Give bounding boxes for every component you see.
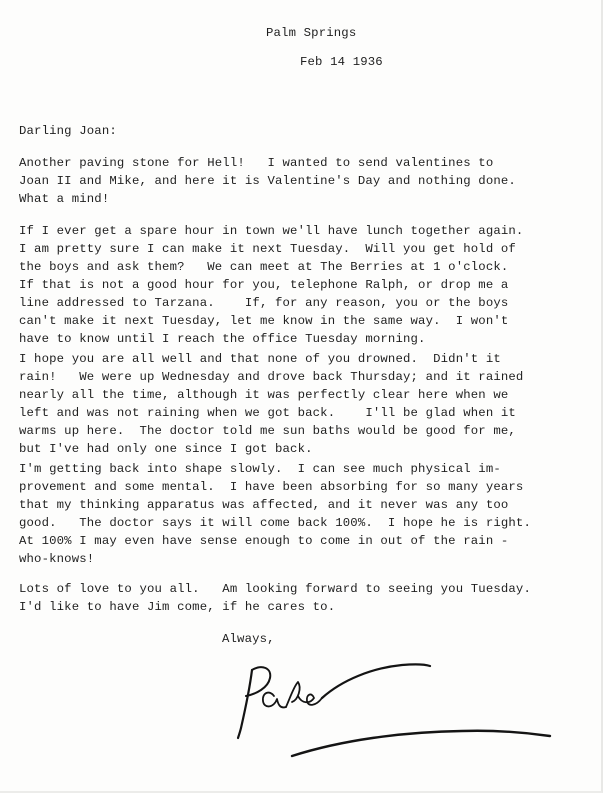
paragraph-line: provement and some mental. I have been absorbing for so many years <box>19 480 524 494</box>
handwritten-signature <box>232 652 562 772</box>
letter-closing: Always, <box>222 632 275 646</box>
paragraph-line: who-knows! <box>19 552 95 566</box>
paragraph-line: Joan II and Mike, and here it is Valentine's Day and nothing done. <box>19 174 516 188</box>
letter-salutation: Darling Joan: <box>19 124 117 138</box>
paragraph-line: can't make it next Tuesday, let me know in the same way. I won't <box>19 314 509 328</box>
paragraph-3 <box>19 350 523 458</box>
paragraph-line: the boys and ask them? We can meet at The Berries at 1 o'clock. <box>19 260 509 274</box>
paragraph-line: I hope you are all well and that none of you drowned. Didn't it <box>19 352 501 366</box>
letter-date: Feb 14 1936 <box>300 55 383 69</box>
signature-underline <box>292 731 550 756</box>
paragraph-line: nearly all the time, although it was perfectly clear here when we <box>19 388 509 402</box>
paragraph-line: that my thinking apparatus was affected, and it never was any too <box>19 498 509 512</box>
paragraph-line: I'd like to have Jim come, if he cares to. <box>19 600 336 614</box>
signature-stroke-p-stem <box>238 670 252 738</box>
signature-stroke-flourish <box>322 664 430 698</box>
signature-stroke-pa <box>286 682 322 707</box>
paragraph-line: If that is not a good hour for you, telephone Ralph, or drop me a <box>19 278 509 292</box>
paragraph-line: If I ever get a spare hour in town we'll have lunch together again. <box>19 224 524 238</box>
paragraph-line: At 100% I may even have sense enough to come in out of the rain - <box>19 534 509 548</box>
paragraph-line: Another paving stone for Hell! I wanted to send valentines to <box>19 156 494 170</box>
paragraph-line: good. The doctor says it will come back 100%. I hope he is right. <box>19 516 531 530</box>
paragraph-5 <box>19 580 531 616</box>
paragraph-4 <box>19 460 531 568</box>
paragraph-line: left and was not raining when we got back. I'll be glad when it <box>19 406 516 420</box>
paragraph-line: warms up here. The doctor told me sun baths would be good for me, <box>19 424 516 438</box>
paragraph-2 <box>19 222 523 348</box>
paragraph-line: What a mind! <box>19 192 110 206</box>
paragraph-line: I am pretty sure I can make it next Tuesday. Will you get hold of <box>19 242 516 256</box>
paragraph-line: Lots of love to you all. Am looking forward to seeing you Tuesday. <box>19 582 531 596</box>
paragraph-line: I'm getting back into shape slowly. I can see much physical im- <box>19 462 501 476</box>
paragraph-line: but I've had only one since I got back. <box>19 442 313 456</box>
paragraph-line: line addressed to Tarzana. If, for any reason, you or the boys <box>19 296 509 310</box>
letter-place: Palm Springs <box>266 26 357 40</box>
signature-stroke-a <box>263 693 286 708</box>
paragraph-line: have to know until I reach the office Tuesday morning. <box>19 332 426 346</box>
paragraph-line: rain! We were up Wednesday and drove back Thursday; and it rained <box>19 370 524 384</box>
paragraph-1 <box>19 154 516 208</box>
